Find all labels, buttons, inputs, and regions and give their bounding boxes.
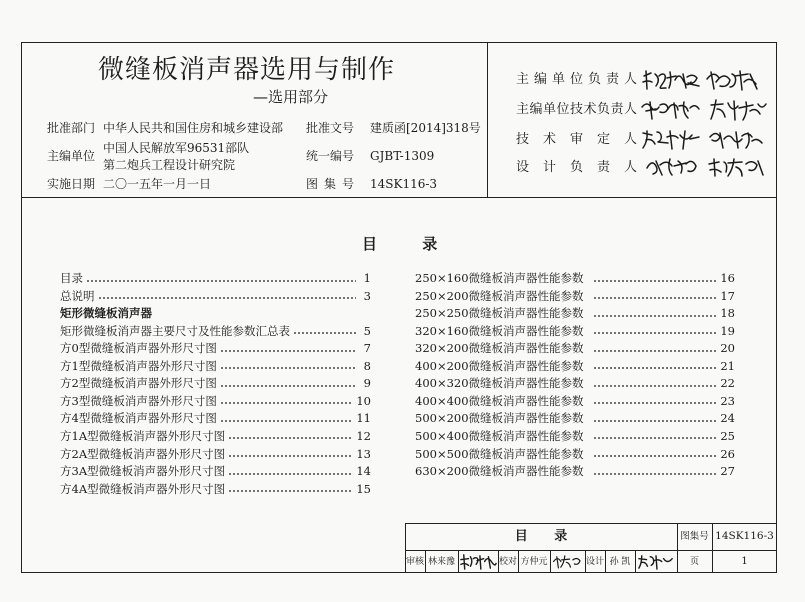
signature-designer-2 [706,155,768,181]
title-block-proof-label: 校对 [498,557,517,567]
toc-heading: 目 录 [362,235,438,253]
toc-entry [415,428,735,445]
toc-entry-title: 320×200微缝板消声器性能参数 [415,341,584,356]
toc-page-number: 17 [720,288,735,303]
toc-entry-title: 总说明 [60,288,95,303]
toc-page-number: 10 [356,393,371,408]
toc-page-number: 27 [720,464,735,479]
toc-page-number: 25 [720,428,735,443]
toc-page-number: 20 [720,341,735,356]
toc-page-number: 19 [720,323,735,338]
toc-dot-leader [593,401,718,405]
title-block-designer: 孙 凯 [609,557,631,567]
approval-dept-label: 批准部门 [47,121,96,135]
toc-entry [415,305,735,322]
toc-entry [415,410,735,427]
title-block-atlas-no: 14SK116-3 [715,530,774,542]
toc-entry-title: 方1A型微缝板消声器外形尺寸图 [60,428,226,443]
unified-no: GJBT-1309 [370,149,435,163]
signature-technical-1 [640,97,702,123]
toc-page-number: 14 [356,464,371,479]
signature-chief-unit-1 [640,67,702,93]
toc-dot-leader [86,279,356,283]
title-block-reviewer: 林来豫 [427,557,455,567]
title-block-page-label: 页 [689,557,699,567]
toc-entry [415,288,735,305]
signature-title-block-reviewer [459,551,497,572]
signature-reviewer-1 [640,127,702,153]
toc-dot-leader [593,279,718,283]
toc-dot-leader [593,366,718,370]
editor-unit-line1: 中国人民解放军96531部队 [103,141,250,155]
toc-dot-leader [593,314,718,318]
toc-entry-title: 400×200微缝板消声器性能参数 [415,358,584,373]
toc-page-number: 1 [363,271,371,285]
effective-date-label: 实施日期 [47,177,96,191]
title-block-top-rule [405,523,777,524]
toc-entry [415,323,735,340]
toc-entry [60,358,371,375]
approval-dept: 中华人民共和国住房和城乡建设部 [103,121,284,135]
title-block-page-number: 1 [741,556,748,567]
toc-page-number: 3 [363,288,371,303]
toc-entry-title: 矩形微缝板消声器主要尺寸及性能参数汇总表 [60,323,290,338]
title-block-divider [635,550,636,573]
toc-dot-leader [228,454,353,458]
toc-entry [60,270,371,287]
toc-page-number: 12 [356,428,371,443]
toc-entry-title: 方3A型微缝板消声器外形尺寸图 [60,464,226,479]
toc-entry [60,340,371,357]
editor-unit-label: 主编单位 [47,149,96,163]
toc-dot-leader [593,384,718,388]
toc-dot-leader [220,366,356,370]
toc-entry-title: 250×200微缝板消声器性能参数 [415,288,584,303]
toc-entry [60,410,371,427]
toc-right-column [415,270,735,502]
signature-reviewer-2 [706,127,768,153]
approval-doc-no: 建质函[2014]318号 [370,121,481,135]
toc-page-number: 22 [720,376,735,391]
toc-dot-leader [220,419,354,423]
toc-entry [415,393,735,410]
toc-entry-title: 320×160微缝板消声器性能参数 [415,323,584,338]
toc-entry [60,463,371,480]
toc-page-number: 23 [720,393,735,408]
toc-page-number: 24 [720,411,735,426]
atlas-no: 14SK116-3 [370,177,438,191]
unified-no-label: 统一编号 [306,149,355,163]
toc-entry-title: 方2型微缝板消声器外形尺寸图 [60,376,217,391]
editor-unit-line2: 第二炮兵工程设计研究院 [103,158,236,172]
toc-entry-title: 500×400微缝板消声器性能参数 [415,428,584,443]
toc-dot-leader [593,436,718,440]
toc-dot-leader [593,296,718,300]
toc-entry-title: 500×500微缝板消声器性能参数 [415,446,584,461]
responsible-label-chief-unit: 主编单位负责人 [516,72,637,87]
toc-page-number: 16 [720,271,735,285]
toc-entry-title: 500×200微缝板消声器性能参数 [415,411,584,426]
toc-entry [60,375,371,392]
toc-dot-leader [593,331,718,335]
toc-entry [60,481,371,498]
toc-entry-title: 400×400微缝板消声器性能参数 [415,393,584,408]
toc-page-number: 13 [356,446,371,461]
header-bottom-rule [21,197,777,198]
toc-dot-leader [228,489,353,493]
toc-entry-title: 630×200微缝板消声器性能参数 [415,464,584,479]
responsible-label-technical: 主编单位技术负责人 [516,102,637,117]
toc-dot-leader [220,401,354,405]
toc-entry [60,288,371,305]
responsible-label-designer: 设 计 负 责 人 [516,160,637,175]
toc-page-number: 21 [720,358,735,373]
header-divider [487,42,488,197]
toc-entry-title: 250×250微缝板消声器性能参数 [415,306,584,321]
toc-entry [60,446,371,463]
toc-entry-title: 矩形微缝板消声器 [60,306,152,321]
toc-page-number: 26 [720,446,735,461]
toc-dot-leader [593,349,718,353]
toc-dot-leader [593,454,718,458]
toc-entry-title: 方4型微缝板消声器外形尺寸图 [60,411,217,426]
toc-entry [60,323,371,340]
toc-dot-leader [228,436,353,440]
toc-entry-title: 方4A型微缝板消声器外形尺寸图 [60,481,226,496]
toc-page-number: 8 [363,358,371,373]
signature-title-block-proofreader [552,551,584,572]
responsible-label-reviewer: 技 术 审 定 人 [516,132,637,147]
toc-page-number: 7 [363,341,371,356]
atlas-no-label: 图 集 号 [306,177,354,191]
toc-page-number: 15 [356,481,371,496]
signature-technical-2 [708,97,770,123]
toc-dot-leader [293,331,356,335]
title-block-divider [550,550,551,573]
toc-entry [415,446,735,463]
document-title: 微缝板消声器选用与制作 [98,55,396,85]
toc-entry [60,393,371,410]
title-block-proofreader: 方仲元 [520,557,548,567]
toc-page-number: 11 [356,411,371,426]
toc-entry-title: 400×320微缝板消声器性能参数 [415,376,584,391]
toc-entry-title: 目录 [60,271,83,285]
toc-page-number: 5 [363,323,371,338]
toc-entry [415,358,735,375]
toc-entry-title: 250×160微缝板消声器性能参数 [415,271,584,285]
toc-dot-leader [228,472,353,476]
toc-dot-leader [220,349,356,353]
title-block-design-label: 设计 [585,557,604,567]
toc-entry-title: 方1型微缝板消声器外形尺寸图 [60,358,217,373]
toc-dot-leader [593,472,718,476]
toc-entry [60,428,371,445]
signature-designer-1 [644,155,706,181]
toc-entry-title: 方2A型微缝板消声器外形尺寸图 [60,446,226,461]
approval-doc-no-label: 批准文号 [306,121,355,135]
toc-entry-title: 方0型微缝板消声器外形尺寸图 [60,341,217,356]
toc-entry [415,463,735,480]
toc-section-heading [60,305,371,322]
toc-page-number: 18 [720,306,735,321]
document-subtitle: —选用部分 [253,88,329,106]
signature-chief-unit-2 [704,67,766,93]
title-block-review-label: 审核 [405,557,424,567]
toc-page-number: 9 [363,376,371,391]
effective-date: 二〇一五年一月一日 [103,177,212,191]
title-block-sheet-title: 目 录 [514,529,568,544]
toc-entry [415,375,735,392]
toc-entry [415,270,735,287]
toc-dot-leader [593,419,718,423]
toc-dot-leader [98,296,357,300]
toc-entry-title: 方3型微缝板消声器外形尺寸图 [60,393,217,408]
signature-title-block-designer [637,551,675,572]
title-block-atlas-no-label: 图集号 [680,531,709,542]
toc-dot-leader [220,384,356,388]
toc-left-column [60,270,371,502]
toc-entry [415,340,735,357]
